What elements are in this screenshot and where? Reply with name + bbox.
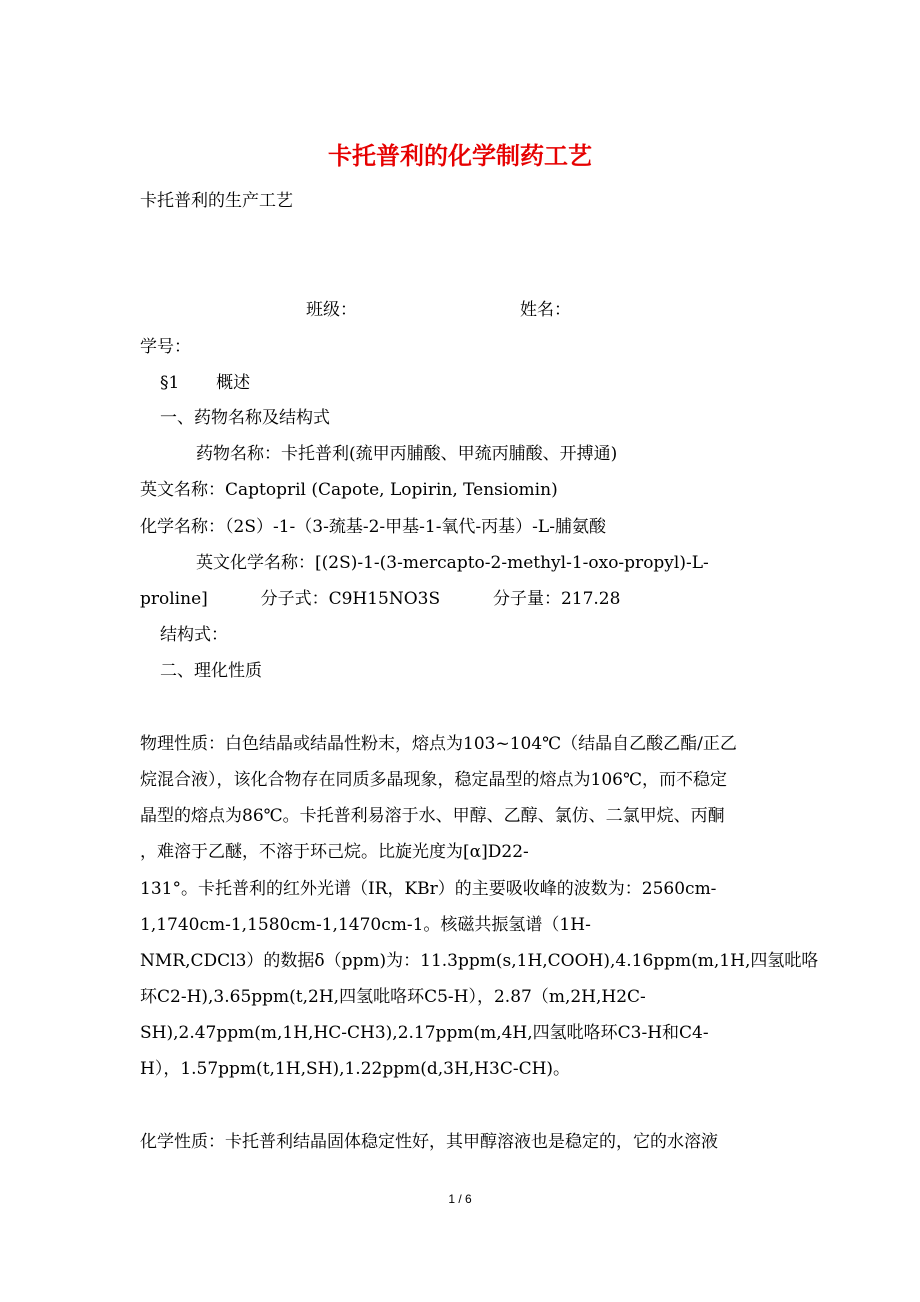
subtitle: 卡托普利的生产工艺 — [140, 191, 293, 211]
section-heading — [160, 371, 780, 395]
physical-line: H），1.57ppm(t,1H,SH),1.22ppm(d,3H,H3C-CH)。 — [140, 1059, 571, 1079]
molecular-formula: 分子式：C9H15NO3S — [260, 589, 441, 609]
page-indicator: 1 / 6 — [448, 1192, 472, 1206]
physical-line: 烷混合液），该化合物存在同质多晶现象，稳定晶型的熔点为106℃，而不稳定 — [140, 770, 727, 790]
physical-line: 环C2-H),3.65ppm(t,2H,四氢吡咯环C5-H），2.87（m,2H,H2C- — [140, 987, 646, 1007]
proline-formula-line — [140, 587, 780, 611]
drug-name: 药物名称：卡托普利(巯甲丙脯酸、甲巯丙脯酸、开搏通) — [196, 444, 618, 464]
physical-line: 物理性质：白色结晶或结晶性粉末，熔点为103~104℃（结晶自乙酸乙酯/正乙 — [140, 734, 737, 754]
heading-drug-name: 一、药物名称及结构式 — [160, 408, 330, 428]
student-id-label: 学号： — [140, 337, 191, 357]
class-label: 班级： — [306, 300, 357, 320]
document-title: 卡托普利的化学制药工艺 — [328, 141, 592, 170]
physical-line: 131°。卡托普利的红外光谱（IR，KBr）的主要吸收峰的波数为：2560cm- — [140, 879, 717, 899]
english-chemical-name: 英文化学名称：[(2S)-1-(3-mercapto-2-methyl-1-oxo-propyl)-L- — [196, 553, 709, 573]
physical-line: ，难溶于乙醚，不溶于环己烷。比旋光度为[α]D22- — [140, 842, 529, 862]
physical-line: 晶型的熔点为86℃。卡托普利易溶于水、甲醇、乙醇、氯仿、二氯甲烷、丙酮 — [140, 806, 725, 826]
physical-line: NMR,CDCl3）的数据δ（ppm)为：11.3ppm(s,1H,COOH),4.16ppm(m,1H,四氢吡咯 — [140, 951, 819, 971]
physical-line: 1,1740cm-1,1580cm-1,1470cm-1。核磁共振氢谱（1H- — [140, 915, 591, 935]
english-chemical-name-cont: proline] — [140, 589, 208, 609]
structure-label: 结构式： — [160, 625, 228, 645]
section-number: §1 — [160, 373, 180, 393]
molecular-weight: 分子量：217.28 — [492, 589, 621, 609]
section-title: 概述 — [216, 373, 251, 393]
heading-properties: 二、理化性质 — [160, 661, 262, 681]
chemical-property: 化学性质：卡托普利结晶固体稳定性好，其甲醇溶液也是稳定的，它的水溶液 — [140, 1132, 718, 1152]
name-label: 姓名： — [520, 300, 571, 320]
english-name: 英文名称：Captopril (Capote, Lopirin, Tensiomin) — [140, 480, 558, 500]
chemical-name: 化学名称：（2S）-1-（3-巯基-2-甲基-1-氧代-丙基）-L-脯氨酸 — [140, 517, 606, 537]
physical-line: SH),2.47ppm(m,1H,HC-CH3),2.17ppm(m,4H,四氢吡咯环C3-H和C4- — [140, 1023, 709, 1043]
